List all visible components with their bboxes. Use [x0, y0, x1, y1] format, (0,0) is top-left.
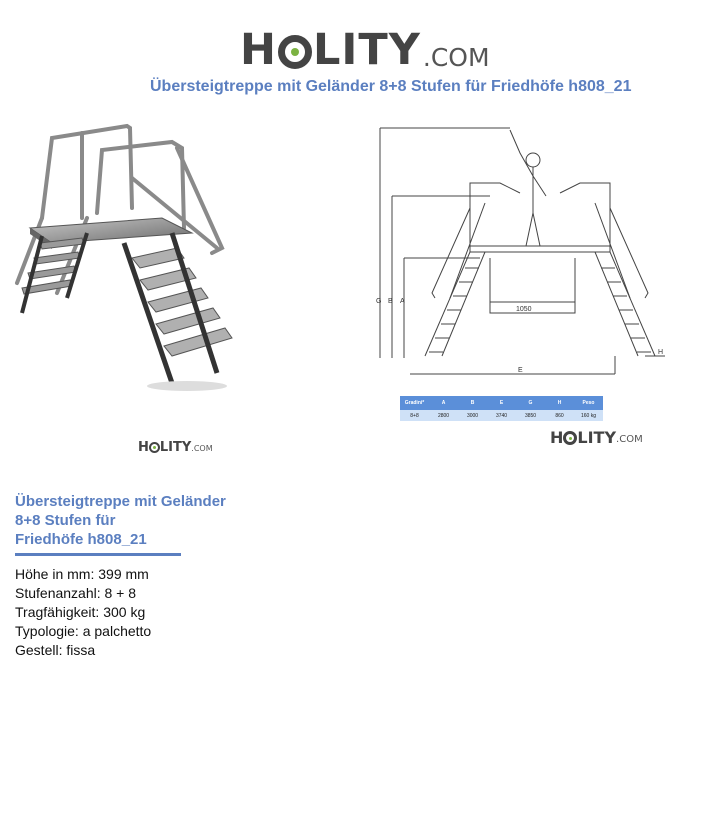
dim-label-e: E: [518, 367, 523, 374]
product-title: [15, 492, 255, 549]
dim-label-h: H: [658, 349, 664, 356]
logo-letter-h: H: [138, 440, 149, 455]
product-photo[interactable]: [12, 118, 242, 398]
logo-letter-h: H: [550, 428, 564, 447]
technical-drawing[interactable]: [370, 118, 670, 383]
table-header: E: [487, 396, 516, 410]
spec-list: [15, 565, 151, 660]
table-row: [400, 410, 603, 421]
spec-height: Höhe in mm: 399 mm: [15, 566, 149, 582]
table-cell: 3740: [487, 410, 516, 421]
logo-wordmark: [240, 25, 421, 75]
logo-letters: LITY: [159, 440, 192, 455]
logo-letter-h: H: [240, 25, 277, 75]
table-header: A: [429, 396, 458, 410]
title-underline: [15, 553, 181, 556]
table-cell: 3000: [458, 410, 487, 421]
logo-o-icon: [563, 431, 577, 445]
logo-o-icon: [278, 35, 312, 69]
spec-load-capacity: Tragfähigkeit: 300 kg: [15, 604, 146, 620]
logo-suffix: .COM: [616, 434, 643, 445]
table-header: B: [458, 396, 487, 410]
product-title-line: 8+8 Stufen für: [15, 512, 116, 529]
table-cell: 160 kg: [574, 410, 603, 421]
product-title-line: Übersteigtreppe mit Geländer: [15, 493, 226, 510]
table-header: G: [516, 396, 545, 410]
photo-watermark-logo: [138, 441, 213, 454]
spec-typology: Typologie: a palchetto: [15, 623, 152, 639]
logo-letters: LITY: [313, 25, 421, 75]
table-header: Peso: [574, 396, 603, 410]
table-header: H: [545, 396, 574, 410]
logo-suffix: .COM: [422, 43, 490, 72]
dimensions-table: [400, 396, 603, 421]
table-header: Gradini*: [400, 396, 429, 410]
logo-suffix: .COM: [191, 444, 213, 453]
table-cell: 2800: [429, 410, 458, 421]
dim-label-a: A: [400, 298, 405, 305]
table-header-row: [400, 396, 603, 410]
drawing-watermark-logo: [550, 430, 643, 446]
dim-label-g: G: [376, 298, 382, 305]
product-title-line: Friedhöfe h808_21: [15, 531, 147, 548]
dim-label-width: 1050: [516, 306, 532, 313]
brand-logo[interactable]: [240, 14, 490, 75]
page-title: Übersteigtreppe mit Geländer 8+8 Stufen für Friedhöfe h808_21: [150, 78, 632, 95]
spec-frame: Gestell: fissa: [15, 642, 96, 658]
table-cell: 3850: [516, 410, 545, 421]
table-cell: 8+8: [400, 410, 429, 421]
logo-letters: LITY: [577, 428, 617, 447]
logo-o-icon: [149, 442, 160, 453]
spec-step-count: Stufenanzahl: 8 + 8: [15, 585, 137, 601]
table-cell: 860: [545, 410, 574, 421]
dim-label-b: B: [388, 298, 393, 305]
